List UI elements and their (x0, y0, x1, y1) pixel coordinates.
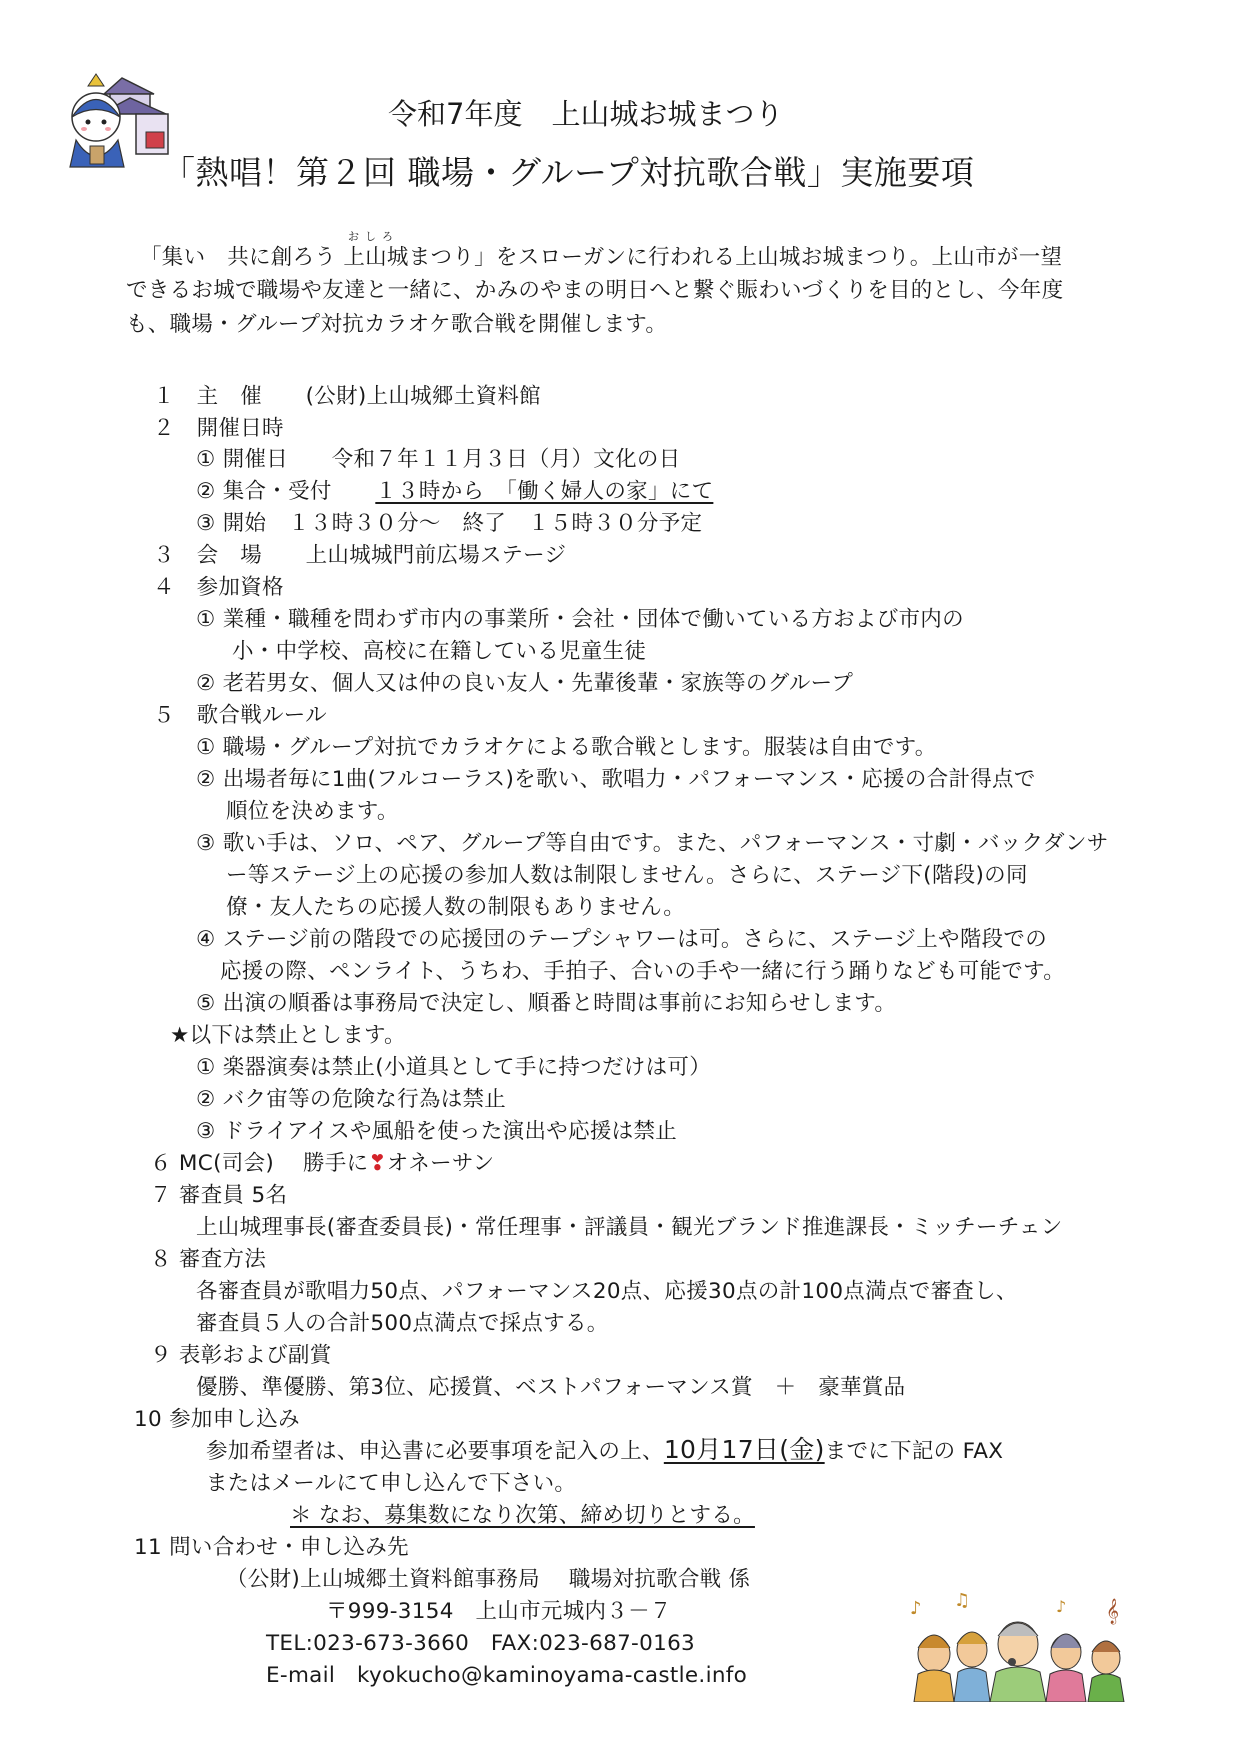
intro-line: も、職場・グループ対抗カラオケ歌合戦を開催します。 (126, 312, 668, 337)
list-item: ⑤ 出演の順番は事務局で決定し、順番と時間は事前にお知らせします。 (196, 991, 897, 1016)
list-item-label: ② 集合・受付 (196, 479, 376, 504)
application-text: までに下記の FAX (824, 1439, 1004, 1464)
list-item: ① 開催日 令和７年１１月３日（月）文化の日 (196, 447, 681, 472)
section-datetime: ２ 開催日時 (153, 416, 284, 441)
list-item: 小・中学校、高校に在籍している児童生徒 (232, 639, 647, 664)
list-item: ④ ステージ前の階段での応援団のテープシャワーは可。さらに、ステージ上や階段での (196, 927, 1048, 952)
section-judging-method: ８ 審査方法 (150, 1247, 267, 1272)
list-item: ① 職場・グループ対抗でカラオケによる歌合戦とします。服装は自由です。 (196, 735, 937, 760)
list-item: 僚・友人たちの応援人数の制限もありません。 (226, 895, 686, 920)
intro-line: 「集い 共に創ろう 上山城まつり」をスローガンに行われる上山城お城まつり。上山市が一望 (140, 245, 1063, 270)
list-item: ② バク宙等の危険な行為は禁止 (196, 1087, 507, 1112)
svg-text:𝄞: 𝄞 (1106, 1599, 1120, 1624)
heart-icon: ❣ (368, 1151, 387, 1176)
list-item: ③ 歌い手は、ソロ、ペア、グループ等自由です。また、パフォーマンス・寸劇・バックダンサ (196, 831, 1109, 856)
list-item: 上山城理事長(審査委員長)・常任理事・評議員・観光ブランド推進課長・ミッチーチェン (196, 1215, 1063, 1240)
section-venue: ３ 会 場 上山城城門前広場ステージ (153, 543, 567, 568)
list-item: ー等ステージ上の応援の参加人数は制限しません。さらに、ステージ下(階段)の同 (226, 863, 1028, 888)
mc-name: オネーサン (386, 1151, 495, 1176)
prohibitions-heading: ★以下は禁止とします。 (170, 1023, 406, 1048)
section-mc (150, 1146, 494, 1177)
section-application: 10 参加申し込み (134, 1407, 300, 1432)
section-contact: 11 問い合わせ・申し込み先 (134, 1535, 409, 1560)
section-organizer: １ 主 催 (公財)上山城郷土資料館 (153, 384, 541, 409)
list-item: ③ ドライアイスや風船を使った演出や応援は禁止 (196, 1119, 678, 1144)
intro-line: できるお城で職場や友達と一緒に、かみのやまの明日へと繋ぐ賑わいづくりを目的とし、今年度 (126, 278, 1064, 303)
page-title: 「熱唱！第２回 職場・グループ対抗歌合戦」実施要項 (162, 153, 975, 192)
list-item: 優勝、準優勝、第3位、応援賞、ベストパフォーマンス賞 ＋ 豪華賞品 (196, 1375, 906, 1400)
application-text: 参加希望者は、申込書に必要事項を記入の上、 (206, 1439, 664, 1464)
deadline-note: ＊ なお、募集数になり次第、締め切りとする。 (290, 1503, 755, 1528)
contact-address: 〒999-3154 上山市元城内３－７ (326, 1599, 672, 1624)
list-item: またはメールにて申し込んで下さい。 (206, 1471, 577, 1496)
list-item: 審査員５人の合計500点満点で採点する。 (196, 1311, 609, 1336)
furigana: おしろ (348, 230, 399, 243)
list-item (196, 474, 713, 505)
mc-label: ６ MC(司会) 勝手に (150, 1151, 369, 1176)
contact-phone-fax: TEL:023-673-3660 FAX:023-687-0163 (266, 1631, 696, 1656)
list-item: 各審査員が歌唱力50点、パフォーマンス20点、応援30点の計100点満点で審査し、 (196, 1279, 1018, 1304)
singers-illustration (906, 1592, 1136, 1702)
svg-text:♪: ♪ (1056, 1597, 1067, 1616)
page-subtitle: 令和7年度 上山城お城まつり (388, 97, 784, 131)
contact-organization: （公財)上山城郷土資料館事務局 職場対抗歌合戦 係 (226, 1567, 751, 1592)
list-item (206, 1430, 1003, 1466)
list-item: ② 老若男女、個人又は仲の良い友人・先輩後輩・家族等のグループ (196, 671, 854, 696)
section-awards: ９ 表彰および副賞 (150, 1343, 332, 1368)
list-item: ① 業種・職種を問わず市内の事業所・会社・団体で働いている方および市内の (196, 607, 964, 632)
list-item: ③ 開始 １３時３０分～ 終了 １５時３０分予定 (196, 511, 703, 536)
list-item: 応援の際、ペンライト、うちわ、手拍子、合いの手や一緒に行う踊りなども可能です。 (220, 959, 1066, 984)
svg-text:♫: ♫ (954, 1592, 971, 1611)
svg-text:♪: ♪ (910, 1598, 922, 1619)
section-rules: ５ 歌合戦ルール (153, 703, 327, 728)
section-eligibility: ４ 参加資格 (153, 575, 284, 600)
list-item: ① 楽器演奏は禁止(小道具として手に持つだけは可） (196, 1055, 711, 1080)
deadline-date: 10月17日(金) (663, 1435, 825, 1464)
assembly-time: １３時から 「働く婦人の家」にて (375, 479, 714, 504)
list-item: ② 出場者毎に1曲(フルコーラス)を歌い、歌唱力・パフォーマンス・応援の合計得点で (196, 767, 1036, 792)
section-judges: ７ 審査員 5名 (150, 1183, 288, 1208)
contact-email: E-mail kyokucho@kaminoyama-castle.info (266, 1663, 748, 1688)
list-item: 順位を決めます。 (226, 799, 399, 824)
